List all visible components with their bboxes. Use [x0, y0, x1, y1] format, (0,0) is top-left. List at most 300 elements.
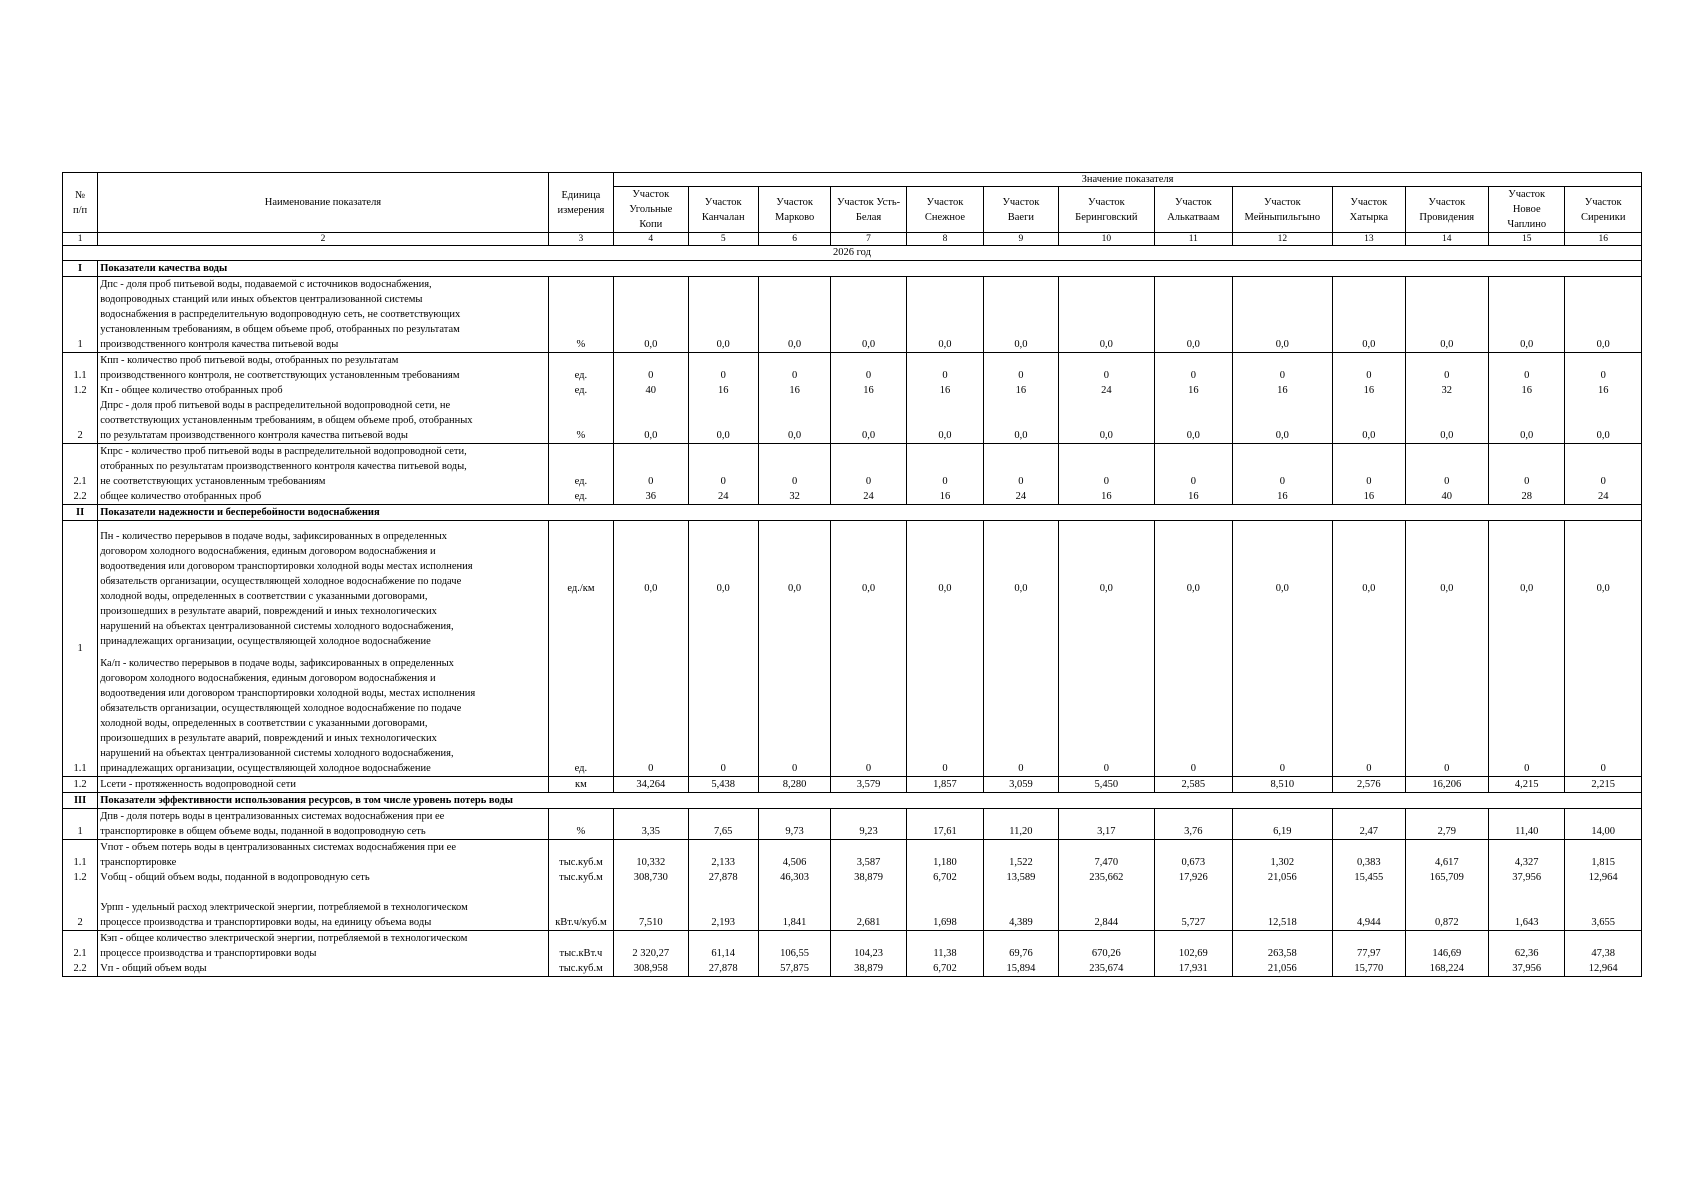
row-num [65, 596, 95, 611]
row-value-cell [1405, 777, 1488, 793]
row-num [65, 671, 95, 686]
row-value: 16 [939, 491, 951, 502]
row-value-cell [758, 885, 830, 931]
index-cell: 15 [1489, 233, 1565, 246]
row-value: 308,958 [633, 963, 668, 974]
row-value: 2,576 [1357, 779, 1381, 790]
header-column-6 [984, 187, 1058, 233]
section-header [63, 793, 1642, 809]
row-value-cell [984, 398, 1058, 444]
row-unit-cell [548, 444, 613, 505]
row-value: 15,770 [1354, 963, 1384, 974]
row-value: 34,264 [636, 779, 666, 790]
row-value-cell [1232, 277, 1333, 353]
row-value-cell [758, 777, 830, 793]
row-value-cell [1405, 885, 1488, 931]
row-value: 46,303 [780, 872, 810, 883]
row-value: 0,0 [788, 339, 802, 350]
row-num [65, 611, 95, 626]
row-value-cell [906, 931, 983, 977]
header-column-text: Сиреники [1580, 211, 1626, 223]
row-num [65, 566, 95, 581]
header-column-3 [758, 187, 830, 233]
row-value-cell [906, 277, 983, 353]
section-num: III [63, 793, 98, 809]
row-value-cell [614, 840, 688, 886]
section-header [63, 261, 1642, 277]
row-value: 16 [1188, 385, 1199, 396]
row-value: 0,0 [938, 339, 952, 350]
row-value: 0 [1366, 370, 1372, 381]
row-name-line: принадлежащих организации, осуществляющей холодное водоснабжение [100, 635, 431, 647]
row-name-line: Дпрс - доля проб питьевой воды в распределительной водопроводной сети, не [100, 400, 451, 411]
row-value: 16 [1521, 385, 1532, 396]
row-value: 146,69 [1432, 948, 1462, 959]
row-value: 0 [1524, 476, 1530, 487]
row-value-cell [1058, 398, 1155, 444]
row-value-cell [1333, 840, 1405, 886]
header-column-2 [688, 187, 758, 233]
row-value-cell [1333, 931, 1405, 977]
row-value-cell [984, 931, 1058, 977]
row-value: 47,38 [1591, 948, 1616, 959]
row-value: 0 [1018, 476, 1024, 487]
index-cell: 5 [688, 233, 758, 246]
row-value: 1,302 [1270, 857, 1295, 868]
row-value: 2,79 [1437, 826, 1456, 837]
row-value: 16 [1597, 385, 1609, 396]
row-value: 15,894 [1006, 963, 1036, 974]
row-value: 0 [720, 763, 726, 774]
header-column-text: Угольные [629, 204, 673, 215]
row-name-line: холодной воды, определенных в соответствии с указанными договорами, [100, 718, 428, 729]
row-name-line: нарушений на объектах централизованной системы холодного водоснабжения, [100, 748, 454, 759]
row-value: 4,215 [1514, 779, 1539, 790]
row-num [65, 536, 95, 551]
row-value-cell [614, 444, 688, 505]
row-num [65, 307, 95, 322]
row-value: 0 [1103, 763, 1109, 774]
row-value-cell [1155, 809, 1232, 840]
row-value-cell [1333, 885, 1405, 931]
row-unit-cell [548, 885, 613, 931]
row-value: 12,964 [1588, 872, 1618, 883]
row-value: 10,332 [636, 857, 666, 868]
row-value: 38,879 [854, 872, 883, 883]
row-value: 0 [791, 370, 798, 381]
row-name-line: отобранных по результатам производственного контроля качества питьевой воды, [100, 461, 467, 472]
row-value-cell [984, 840, 1058, 886]
row-name-line: Кпрс - количество проб питьевой воды в распределительной водопроводной сети, [100, 446, 467, 457]
header-value-group: Значение показателя [614, 173, 1642, 187]
row-value-cell [1155, 277, 1232, 353]
row-unit: % [576, 826, 586, 837]
row-name-line: Пн - количество перерывов в подаче воды, зафиксированных в определенных [100, 530, 448, 542]
row-value: 11,40 [1515, 826, 1539, 837]
row-value: 106,55 [780, 948, 810, 959]
row-value: 0,0 [1362, 430, 1376, 441]
header-name [98, 173, 549, 233]
year-label: 2026 год [63, 246, 1642, 261]
row-value: 0 [648, 370, 654, 381]
row-unit-cell [548, 777, 613, 793]
row-value: 40 [1441, 491, 1453, 502]
row-value: 0,0 [1099, 339, 1113, 350]
row-unit: % [576, 430, 586, 441]
row-num [65, 716, 95, 731]
row-value-cell [1333, 277, 1405, 353]
header-num-text: п/п [73, 204, 88, 216]
row-name-cell [98, 656, 549, 777]
row-value: 0 [1279, 370, 1285, 381]
row-value: 11,38 [933, 948, 957, 959]
row-unit-cell [548, 931, 613, 977]
row-value: 0 [1444, 476, 1450, 487]
header-name-text: Наименование показателя [264, 197, 382, 208]
row-unit: ед. [574, 476, 588, 487]
row-value: 0,0 [1014, 430, 1028, 441]
row-value: 2,844 [1094, 917, 1119, 928]
row-value-cell [831, 656, 906, 777]
row-value: 17,931 [1178, 963, 1208, 974]
row-name-line: транспортировке [100, 857, 177, 868]
row-value-cell [614, 656, 688, 777]
row-value: 0 [1103, 370, 1109, 381]
row-value: 6,19 [1273, 826, 1292, 837]
row-value: 0 [865, 370, 872, 381]
header-column-text: Участок [1174, 196, 1212, 208]
row-name-line: Lсети - протяженность водопроводной сети [100, 779, 296, 790]
row-value: 2,47 [1359, 826, 1379, 837]
row-num: 1.2 [73, 779, 87, 790]
row-value: 7,510 [638, 917, 663, 928]
row-value: 0 [1444, 370, 1450, 381]
header-column-text: Участок [1428, 196, 1466, 208]
row-num: 2.1 [73, 948, 87, 959]
row-value-cell [906, 777, 983, 793]
row-value-cell [1058, 809, 1155, 840]
row-value-cell [1489, 840, 1565, 886]
row-value-cell [1489, 777, 1565, 793]
row-num [65, 322, 95, 337]
row-value: 0 [648, 476, 654, 487]
row-num: 1.1 [73, 370, 87, 381]
row-value: 0,673 [1181, 857, 1206, 868]
row-value: 16 [939, 385, 951, 396]
row-value-cell [1565, 777, 1642, 793]
row-value: 57,875 [780, 963, 810, 974]
row-value: 0,0 [716, 339, 730, 350]
row-name-line: Vобщ - общий объем воды, поданной в водопроводную сеть [100, 872, 370, 883]
table-row [63, 353, 1642, 399]
row-value: 0,0 [644, 430, 658, 441]
row-num [65, 900, 95, 915]
row-value: 1,698 [933, 917, 957, 928]
row-name-cell [98, 777, 549, 793]
row-name-line: произошедших в результате аварий, повреждений и иных технологических [100, 605, 437, 617]
row-value: 0 [1018, 370, 1024, 381]
header-num [63, 173, 98, 233]
header-column-1 [614, 187, 688, 233]
row-value: 9,23 [859, 826, 878, 837]
row-name-line: Дпс - доля проб питьевой воды, подаваемой с источников водоснабжения, [100, 279, 432, 290]
header-column-text: Снежное [924, 211, 966, 223]
row-value-cell [1155, 777, 1232, 793]
row-name-cell [98, 398, 549, 444]
row-value-cell [984, 353, 1058, 399]
row-value-cell [1058, 656, 1155, 777]
row-value-cell [1155, 656, 1232, 777]
row-name-line: производственного контроля качества питьевой воды [100, 339, 339, 350]
row-value: 4,617 [1434, 857, 1459, 868]
row-unit: кВт.ч/куб.м [555, 917, 607, 928]
row-value-cell [1565, 521, 1642, 657]
row-value-cell [984, 809, 1058, 840]
row-value-cell [1489, 809, 1565, 840]
row-value: 0,0 [1520, 339, 1534, 350]
row-name-cell [98, 885, 549, 931]
row-value: 17,61 [933, 826, 957, 837]
row-value: 0,872 [1434, 917, 1459, 928]
row-value: 0 [1366, 763, 1372, 774]
row-value-cell [1565, 931, 1642, 977]
row-value: 1,841 [782, 917, 807, 928]
row-value: 24 [717, 491, 729, 502]
row-value: 32 [789, 491, 800, 502]
row-unit: км [575, 779, 587, 790]
row-value: 0,0 [644, 583, 658, 594]
row-value: 24 [1597, 491, 1609, 502]
header-column-4 [831, 187, 906, 233]
row-value: 24 [1015, 491, 1027, 502]
row-unit: тыс.куб.м [559, 857, 603, 868]
section-num: II [63, 505, 98, 521]
row-value-cell [1333, 521, 1405, 657]
row-value: 1,815 [1591, 857, 1616, 868]
row-value: 15,455 [1354, 872, 1384, 883]
row-name-line: не соответствующих установленным требованиям [100, 476, 326, 487]
header-column-text: Хатырка [1349, 211, 1389, 223]
header-column-text: Марково [775, 211, 815, 223]
row-name-line: обязательств организации, осуществляющей холодное водоснабжение по подаче [100, 575, 462, 587]
row-name-line: водоотведения или договором транспортировки холодной воды местах исполнения [100, 560, 473, 572]
header-column-text: Новое [1512, 204, 1541, 215]
table-row [63, 777, 1642, 793]
row-value-cell [1565, 809, 1642, 840]
row-value: 77,97 [1357, 948, 1381, 959]
row-value-cell [688, 444, 758, 505]
row-value: 24 [863, 491, 874, 502]
row-unit-cell [548, 521, 613, 657]
row-num [65, 809, 95, 824]
row-value-cell [1155, 398, 1232, 444]
row-value: 6,702 [933, 963, 957, 974]
row-value: 9,73 [785, 826, 804, 837]
row-value: 0,0 [1014, 583, 1028, 594]
row-value-cell [831, 931, 906, 977]
row-value: 24 [1101, 385, 1112, 396]
row-value: 5,727 [1181, 917, 1206, 928]
row-num: 1 [77, 339, 83, 350]
row-value-cell [614, 777, 688, 793]
row-unit: ед. [574, 385, 588, 396]
index-cell: 4 [614, 233, 688, 246]
row-value: 3,579 [856, 779, 881, 790]
row-value: 0 [1600, 763, 1606, 774]
row-value: 16 [1101, 491, 1112, 502]
header-column-text: Мейныпильгыно [1244, 211, 1321, 223]
row-value-cell [831, 398, 906, 444]
row-value-cell [688, 931, 758, 977]
header-unit-text: Единица [561, 189, 601, 201]
row-value-cell [614, 931, 688, 977]
row-value-cell [1232, 656, 1333, 777]
row-value-cell [1405, 521, 1488, 657]
row-num [65, 551, 95, 566]
row-value-cell [688, 353, 758, 399]
row-value: 0 [791, 476, 798, 487]
row-value-cell [1232, 931, 1333, 977]
row-num: 1.1 [73, 763, 87, 774]
row-num: 2.2 [73, 491, 87, 502]
row-num [65, 931, 95, 946]
row-value-cell [1405, 809, 1488, 840]
row-value: 0,0 [1362, 583, 1376, 594]
row-value: 165,709 [1429, 872, 1464, 883]
row-num: 1 [77, 826, 83, 837]
row-value: 0 [1103, 476, 1109, 487]
row-value: 40 [645, 385, 657, 396]
row-value-cell [1405, 353, 1488, 399]
row-name-line [100, 885, 546, 900]
row-num [65, 292, 95, 307]
index-row [63, 233, 1642, 246]
header-column-text: Участок Усть- [836, 196, 901, 208]
row-name-line: Vп - общий объем воды [100, 963, 207, 974]
row-num [65, 686, 95, 701]
row-value: 16 [1363, 385, 1375, 396]
row-value: 0 [1600, 370, 1606, 381]
row-value: 16 [789, 385, 800, 396]
row-value: 14,00 [1591, 826, 1616, 837]
table-row [63, 521, 1642, 657]
table-row [63, 277, 1642, 353]
row-value: 16 [1277, 385, 1288, 396]
row-name-line: общее количество отобранных проб [100, 491, 262, 502]
row-value: 38,879 [854, 963, 883, 974]
row-num [65, 459, 95, 474]
row-value: 0 [648, 763, 654, 774]
row-value: 2,193 [711, 917, 736, 928]
row-value: 2 320,27 [632, 948, 670, 959]
row-num-cell [63, 809, 98, 840]
table-row [63, 931, 1642, 977]
row-value: 0,0 [938, 430, 952, 441]
row-value: 69,76 [1009, 948, 1033, 959]
row-value: 61,14 [711, 948, 736, 959]
row-value: 3,059 [1009, 779, 1033, 790]
row-num-cell [63, 277, 98, 353]
row-name-line: Урпп - удельный расход электрической энергии, потребляемой в технологическом [100, 902, 468, 913]
row-num-cell [63, 353, 98, 399]
row-num-cell [63, 931, 98, 977]
row-value: 0,0 [1596, 339, 1610, 350]
header-column-text: Копи [639, 219, 663, 230]
row-value: 0,0 [1440, 339, 1454, 350]
index-cell: 9 [984, 233, 1058, 246]
row-value-cell [984, 277, 1058, 353]
row-name-line: установленным требованиям, в общем объеме проб, отобранных по результатам [100, 324, 460, 335]
row-value-cell [1489, 931, 1565, 977]
row-unit-cell [548, 809, 613, 840]
row-value-cell [1058, 353, 1155, 399]
row-value-cell [688, 777, 758, 793]
row-value: 4,506 [782, 857, 807, 868]
row-value: 1,857 [933, 779, 957, 790]
row-value: 0,0 [1275, 430, 1289, 441]
row-value: 104,23 [854, 948, 883, 959]
header-column-7 [1058, 187, 1155, 233]
row-value-cell [1489, 353, 1565, 399]
row-value: 1,180 [933, 857, 957, 868]
row-unit-cell [548, 656, 613, 777]
header-column-5 [906, 187, 983, 233]
row-value: 7,65 [714, 826, 733, 837]
header-column-text: Участок [776, 196, 814, 208]
index-cell: 12 [1232, 233, 1333, 246]
row-value-cell [688, 277, 758, 353]
row-value: 16 [1363, 491, 1375, 502]
row-value: 0 [791, 763, 798, 774]
row-value: 0 [942, 476, 948, 487]
row-name-line: водоотведения или договором транспортировки холодной воды, местах исполнения [100, 688, 476, 699]
row-value: 102,69 [1178, 948, 1208, 959]
row-value: 16 [717, 385, 729, 396]
header-column-text: Алькатваам [1167, 211, 1220, 223]
row-value-cell [831, 353, 906, 399]
row-value-cell [906, 885, 983, 931]
row-value: 0,0 [716, 430, 730, 441]
row-value: 0 [1366, 476, 1372, 487]
row-value: 0,0 [1520, 430, 1534, 441]
section-title: Показатели качества воды [98, 261, 1642, 277]
row-value: 0,0 [938, 583, 952, 594]
row-value-cell [906, 521, 983, 657]
row-value-cell [1155, 353, 1232, 399]
row-value: 0,0 [1596, 430, 1610, 441]
header-column-text: Участок [1350, 196, 1388, 208]
row-name-line: произошедших в результате аварий, повреждений и иных технологических [100, 733, 437, 744]
document-page [62, 172, 1642, 977]
index-cell: 13 [1333, 233, 1405, 246]
row-value: 0,0 [1440, 430, 1454, 441]
row-value: 16 [863, 385, 874, 396]
row-value-cell [906, 398, 983, 444]
row-value: 13,589 [1006, 872, 1036, 883]
row-value: 11,20 [1009, 826, 1033, 837]
row-value-cell [1058, 444, 1155, 505]
row-num [65, 444, 95, 459]
row-value: 0,0 [1275, 339, 1289, 350]
row-value-cell [831, 277, 906, 353]
row-value: 0,0 [861, 430, 876, 441]
section-title: Показатели надежности и бесперебойности водоснабжения [98, 505, 1642, 521]
row-name-line: Vпот - объем потерь воды в централизованных системах водоснабжения при ее [100, 842, 456, 853]
row-value: 1,643 [1514, 917, 1539, 928]
row-value: 0 [1444, 763, 1450, 774]
row-value-cell [1058, 777, 1155, 793]
row-value-cell [1333, 398, 1405, 444]
